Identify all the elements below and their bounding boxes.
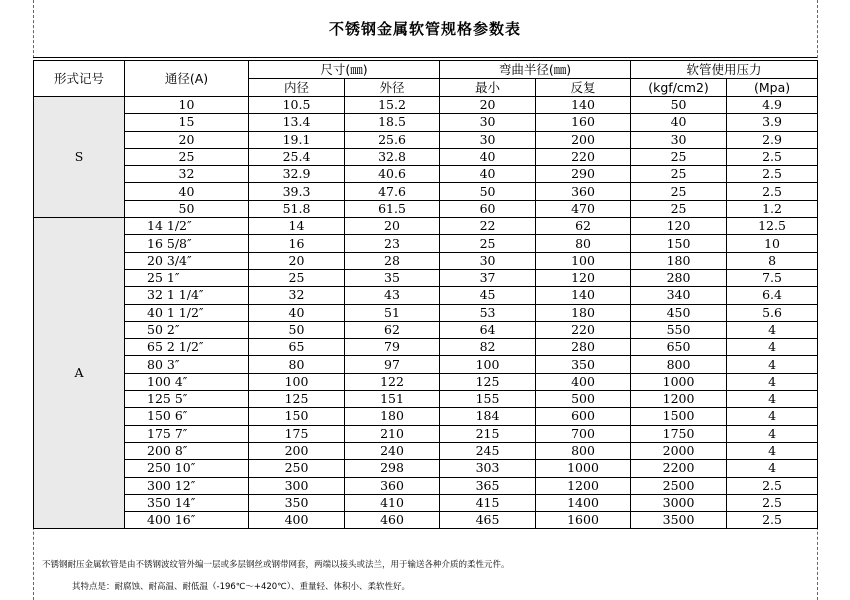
bend-repeat-cell: 1200 [536, 477, 631, 494]
nominal-cell: 400 16″ [125, 512, 249, 529]
outer-cell: 15.2 [345, 97, 440, 114]
pressure-mpa-cell: 2.9 [727, 131, 818, 148]
bend-min-cell: 365 [440, 477, 536, 494]
inner-cell: 100 [249, 373, 345, 390]
header-outer-diameter: 外径 [345, 79, 440, 97]
inner-cell: 50 [249, 321, 345, 338]
pressure-kgf-cell: 25 [631, 166, 727, 183]
bend-min-cell: 30 [440, 131, 536, 148]
inner-cell: 16 [249, 235, 345, 252]
table-row [34, 408, 818, 425]
pressure-kgf-cell: 180 [631, 252, 727, 269]
outer-cell: 43 [345, 287, 440, 304]
outer-cell: 240 [345, 442, 440, 459]
outer-cell: 460 [345, 512, 440, 529]
bend-repeat-cell: 220 [536, 148, 631, 165]
pressure-mpa-cell: 2.5 [727, 183, 818, 200]
table-row [34, 218, 818, 235]
pressure-mpa-cell: 2.5 [727, 512, 818, 529]
inner-cell: 39.3 [249, 183, 345, 200]
table-row [34, 287, 818, 304]
nominal-cell: 10 [125, 97, 249, 114]
page-title: 不锈钢金属软管规格参数表 [328, 20, 521, 38]
pressure-mpa-cell: 6.4 [727, 287, 818, 304]
pressure-kgf-cell: 150 [631, 235, 727, 252]
bend-repeat-cell: 1400 [536, 494, 631, 511]
bend-min-cell: 415 [440, 494, 536, 511]
outer-cell: 61.5 [345, 200, 440, 217]
bend-min-cell: 40 [440, 166, 536, 183]
outer-cell: 25.6 [345, 131, 440, 148]
bend-min-cell: 50 [440, 183, 536, 200]
outer-cell: 47.6 [345, 183, 440, 200]
nominal-cell: 125 5″ [125, 391, 249, 408]
table-row [34, 373, 818, 390]
bend-min-cell: 125 [440, 373, 536, 390]
outer-cell: 35 [345, 269, 440, 286]
pressure-kgf-cell: 450 [631, 304, 727, 321]
bend-repeat-cell: 160 [536, 114, 631, 131]
nominal-cell: 20 3/4″ [125, 252, 249, 269]
group-code-cell: A [34, 218, 125, 529]
table-row [34, 269, 818, 286]
outer-cell: 122 [345, 373, 440, 390]
header-bend-min: 最小 [440, 79, 536, 97]
inner-cell: 25 [249, 269, 345, 286]
bend-min-cell: 82 [440, 339, 536, 356]
inner-cell: 300 [249, 477, 345, 494]
header-nominal-diameter: 通径(A) [125, 61, 249, 97]
outer-cell: 28 [345, 252, 440, 269]
bend-min-cell: 30 [440, 252, 536, 269]
inner-cell: 14 [249, 218, 345, 235]
inner-cell: 25.4 [249, 148, 345, 165]
nominal-cell: 25 1″ [125, 269, 249, 286]
nominal-cell: 40 1 1/2″ [125, 304, 249, 321]
bend-min-cell: 303 [440, 460, 536, 477]
table-row [34, 356, 818, 373]
table-row [34, 252, 818, 269]
bend-repeat-cell: 700 [536, 425, 631, 442]
nominal-cell: 175 7″ [125, 425, 249, 442]
bend-repeat-cell: 62 [536, 218, 631, 235]
table-row [34, 97, 818, 114]
nominal-cell: 50 [125, 200, 249, 217]
bend-min-cell: 20 [440, 97, 536, 114]
bend-min-cell: 100 [440, 356, 536, 373]
pressure-mpa-cell: 2.5 [727, 148, 818, 165]
bend-repeat-cell: 140 [536, 97, 631, 114]
nominal-cell: 40 [125, 183, 249, 200]
inner-cell: 175 [249, 425, 345, 442]
pressure-kgf-cell: 1750 [631, 425, 727, 442]
outer-cell: 210 [345, 425, 440, 442]
pressure-mpa-cell: 4 [727, 425, 818, 442]
bend-repeat-cell: 100 [536, 252, 631, 269]
table-row [34, 339, 818, 356]
inner-cell: 10.5 [249, 97, 345, 114]
nominal-cell: 32 [125, 166, 249, 183]
pressure-kgf-cell: 25 [631, 148, 727, 165]
pressure-kgf-cell: 550 [631, 321, 727, 338]
outer-cell: 79 [345, 339, 440, 356]
table-row [34, 512, 818, 529]
inner-cell: 20 [249, 252, 345, 269]
bend-repeat-cell: 1600 [536, 512, 631, 529]
header-pressure-kgf: (kgf/cm2) [631, 79, 727, 97]
pressure-mpa-cell: 4 [727, 356, 818, 373]
pressure-kgf-cell: 120 [631, 218, 727, 235]
table-row [34, 114, 818, 131]
pressure-mpa-cell: 2.5 [727, 477, 818, 494]
features-note: 其特点是：耐腐蚀、耐高温、耐低温（-196℃～+420℃）、重量轻、体积小、柔软性好。 [72, 582, 410, 592]
inner-cell: 19.1 [249, 131, 345, 148]
inner-cell: 13.4 [249, 114, 345, 131]
pressure-mpa-cell: 7.5 [727, 269, 818, 286]
table-row [34, 183, 818, 200]
nominal-cell: 20 [125, 131, 249, 148]
bend-repeat-cell: 120 [536, 269, 631, 286]
outer-cell: 360 [345, 477, 440, 494]
bend-min-cell: 245 [440, 442, 536, 459]
bend-repeat-cell: 360 [536, 183, 631, 200]
bend-repeat-cell: 80 [536, 235, 631, 252]
header-bend-radius: 弯曲半径(㎜) [440, 61, 631, 79]
table-row [34, 304, 818, 321]
inner-cell: 40 [249, 304, 345, 321]
nominal-cell: 50 2″ [125, 321, 249, 338]
bend-repeat-cell: 470 [536, 200, 631, 217]
pressure-mpa-cell: 4 [727, 391, 818, 408]
pressure-kgf-cell: 3000 [631, 494, 727, 511]
table-row [34, 460, 818, 477]
group-code-cell: S [34, 97, 125, 218]
pressure-mpa-cell: 12.5 [727, 218, 818, 235]
bend-repeat-cell: 400 [536, 373, 631, 390]
inner-cell: 400 [249, 512, 345, 529]
nominal-cell: 300 12″ [125, 477, 249, 494]
table-row [34, 200, 818, 217]
nominal-cell: 25 [125, 148, 249, 165]
nominal-cell: 14 1/2″ [125, 218, 249, 235]
bend-repeat-cell: 280 [536, 339, 631, 356]
pressure-mpa-cell: 8 [727, 252, 818, 269]
table-row [34, 477, 818, 494]
pressure-kgf-cell: 1500 [631, 408, 727, 425]
pressure-mpa-cell: 4 [727, 373, 818, 390]
bend-repeat-cell: 200 [536, 131, 631, 148]
header-pressure: 软管使用压力 [631, 61, 818, 79]
nominal-cell: 80 3″ [125, 356, 249, 373]
inner-cell: 32 [249, 287, 345, 304]
inner-cell: 80 [249, 356, 345, 373]
pressure-kgf-cell: 1000 [631, 373, 727, 390]
table-row [34, 131, 818, 148]
pressure-mpa-cell: 4 [727, 442, 818, 459]
inner-cell: 250 [249, 460, 345, 477]
bend-repeat-cell: 600 [536, 408, 631, 425]
table-header [34, 61, 818, 97]
bend-repeat-cell: 500 [536, 391, 631, 408]
pressure-mpa-cell: 4 [727, 408, 818, 425]
nominal-cell: 32 1 1/4″ [125, 287, 249, 304]
bend-min-cell: 37 [440, 269, 536, 286]
nominal-cell: 350 14″ [125, 494, 249, 511]
nominal-cell: 65 2 1/2″ [125, 339, 249, 356]
nominal-cell: 100 4″ [125, 373, 249, 390]
bend-min-cell: 60 [440, 200, 536, 217]
pressure-kgf-cell: 40 [631, 114, 727, 131]
outer-cell: 40.6 [345, 166, 440, 183]
inner-cell: 200 [249, 442, 345, 459]
bend-min-cell: 45 [440, 287, 536, 304]
table-row [34, 321, 818, 338]
bend-repeat-cell: 800 [536, 442, 631, 459]
outer-cell: 180 [345, 408, 440, 425]
table-row [34, 391, 818, 408]
table-row [34, 425, 818, 442]
pressure-mpa-cell: 5.6 [727, 304, 818, 321]
pressure-mpa-cell: 1.2 [727, 200, 818, 217]
pressure-kgf-cell: 25 [631, 183, 727, 200]
pressure-mpa-cell: 4 [727, 321, 818, 338]
outer-cell: 298 [345, 460, 440, 477]
table-row [34, 166, 818, 183]
pressure-kgf-cell: 3500 [631, 512, 727, 529]
pressure-kgf-cell: 280 [631, 269, 727, 286]
nominal-cell: 15 [125, 114, 249, 131]
bend-repeat-cell: 140 [536, 287, 631, 304]
pressure-kgf-cell: 30 [631, 131, 727, 148]
bend-repeat-cell: 180 [536, 304, 631, 321]
spec-table [33, 60, 818, 529]
nominal-cell: 16 5/8″ [125, 235, 249, 252]
bend-min-cell: 22 [440, 218, 536, 235]
table-body [34, 97, 818, 529]
inner-cell: 51.8 [249, 200, 345, 217]
nominal-cell: 250 10″ [125, 460, 249, 477]
header-pressure-mpa: (Mpa) [727, 79, 818, 97]
bend-min-cell: 40 [440, 148, 536, 165]
table-row [34, 148, 818, 165]
header-type-code: 形式记号 [34, 61, 125, 97]
table-row [34, 442, 818, 459]
outer-cell: 18.5 [345, 114, 440, 131]
pressure-kgf-cell: 50 [631, 97, 727, 114]
bend-repeat-cell: 290 [536, 166, 631, 183]
inner-cell: 350 [249, 494, 345, 511]
pressure-kgf-cell: 340 [631, 287, 727, 304]
bend-repeat-cell: 350 [536, 356, 631, 373]
outer-cell: 62 [345, 321, 440, 338]
inner-cell: 150 [249, 408, 345, 425]
nominal-cell: 200 8″ [125, 442, 249, 459]
outer-cell: 51 [345, 304, 440, 321]
pressure-kgf-cell: 2200 [631, 460, 727, 477]
title-divider [33, 57, 817, 58]
bend-min-cell: 53 [440, 304, 536, 321]
pressure-kgf-cell: 800 [631, 356, 727, 373]
bend-min-cell: 64 [440, 321, 536, 338]
pressure-kgf-cell: 2000 [631, 442, 727, 459]
pressure-kgf-cell: 2500 [631, 477, 727, 494]
header-inner-diameter: 内径 [249, 79, 345, 97]
table-row [34, 235, 818, 252]
pressure-mpa-cell: 4 [727, 460, 818, 477]
pressure-mpa-cell: 2.5 [727, 166, 818, 183]
bend-repeat-cell: 220 [536, 321, 631, 338]
outer-cell: 20 [345, 218, 440, 235]
pressure-mpa-cell: 2.5 [727, 494, 818, 511]
pressure-mpa-cell: 10 [727, 235, 818, 252]
inner-cell: 125 [249, 391, 345, 408]
bend-min-cell: 465 [440, 512, 536, 529]
outer-cell: 151 [345, 391, 440, 408]
outer-cell: 410 [345, 494, 440, 511]
inner-cell: 65 [249, 339, 345, 356]
bend-min-cell: 25 [440, 235, 536, 252]
pressure-kgf-cell: 650 [631, 339, 727, 356]
header-bend-repeat: 反复 [536, 79, 631, 97]
bend-repeat-cell: 1000 [536, 460, 631, 477]
pressure-kgf-cell: 1200 [631, 391, 727, 408]
table-row [34, 494, 818, 511]
inner-cell: 32.9 [249, 166, 345, 183]
bend-min-cell: 184 [440, 408, 536, 425]
pressure-mpa-cell: 4.9 [727, 97, 818, 114]
bend-min-cell: 155 [440, 391, 536, 408]
description-note: 不锈钢耐压金属软管是由不锈钢波纹管外编一层或多层钢丝或钢带网套，两端以接头或法兰，用于输送各种介质的柔性元件。 [42, 560, 510, 570]
header-row-1 [34, 61, 818, 79]
pressure-kgf-cell: 25 [631, 200, 727, 217]
bend-min-cell: 215 [440, 425, 536, 442]
outer-cell: 32.8 [345, 148, 440, 165]
bend-min-cell: 30 [440, 114, 536, 131]
pressure-mpa-cell: 4 [727, 339, 818, 356]
outer-cell: 23 [345, 235, 440, 252]
header-size: 尺寸(㎜) [249, 61, 440, 79]
outer-cell: 97 [345, 356, 440, 373]
pressure-mpa-cell: 3.9 [727, 114, 818, 131]
nominal-cell: 150 6″ [125, 408, 249, 425]
